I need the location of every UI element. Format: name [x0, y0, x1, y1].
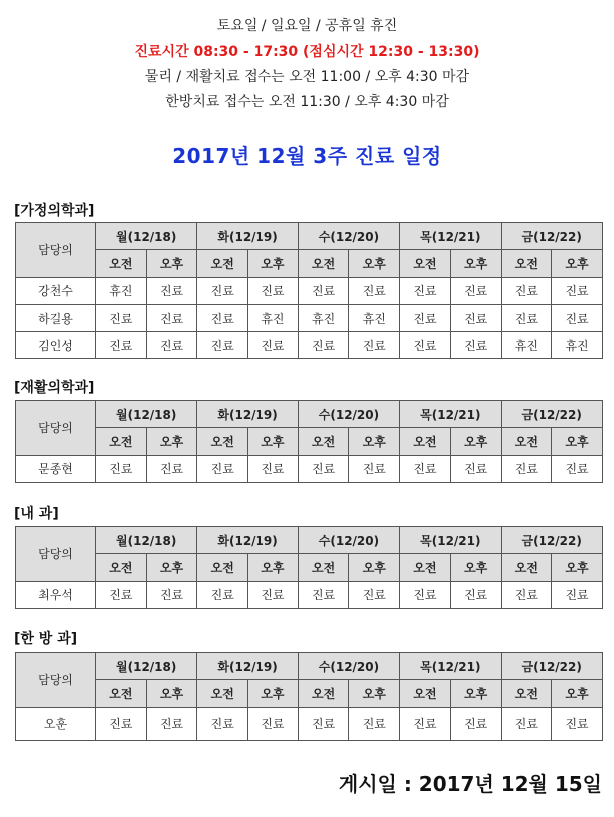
posted-date: 게시일 : 2017년 12월 15일 — [338, 772, 602, 796]
morning-header: 오전 — [197, 680, 248, 707]
schedule-title: 2017년 12월 3주 진료 일정 — [172, 144, 442, 168]
afternoon-header: 오후 — [349, 680, 400, 707]
schedule-cell: 휴진 — [248, 304, 299, 331]
schedule-cell: 진료 — [298, 277, 349, 304]
doctor-name: 김인성 — [16, 332, 96, 359]
morning-header: 오전 — [298, 554, 349, 581]
afternoon-header: 오후 — [349, 428, 400, 455]
day-column-header: 목(12/21) — [400, 527, 501, 554]
schedule-cell: 진료 — [552, 707, 603, 740]
schedule-cell: 진료 — [146, 332, 197, 359]
day-column-header: 월(12/18) — [96, 653, 197, 680]
department-label: [내 과] — [14, 506, 59, 522]
day-column-header: 금(12/22) — [501, 223, 602, 250]
schedule-cell: 진료 — [96, 455, 147, 482]
morning-header: 오전 — [298, 428, 349, 455]
schedule-cell: 진료 — [349, 277, 400, 304]
day-column-header: 목(12/21) — [400, 223, 501, 250]
schedule-cell: 진료 — [146, 707, 197, 740]
morning-header: 오전 — [197, 250, 248, 277]
schedule-table — [15, 526, 603, 609]
morning-header: 오전 — [501, 680, 552, 707]
schedule-cell: 휴진 — [349, 304, 400, 331]
afternoon-header: 오후 — [552, 428, 603, 455]
schedule-table — [15, 222, 603, 359]
schedule-cell: 진료 — [501, 581, 552, 608]
schedule-cell: 진료 — [298, 332, 349, 359]
morning-header: 오전 — [197, 554, 248, 581]
doctor-name: 최우석 — [16, 581, 96, 608]
schedule-cell: 진료 — [349, 707, 400, 740]
schedule-cell: 진료 — [552, 581, 603, 608]
afternoon-header: 오후 — [450, 428, 501, 455]
doctor-column-header: 담당의 — [16, 223, 96, 278]
schedule-cell: 진료 — [146, 581, 197, 608]
afternoon-header: 오후 — [450, 250, 501, 277]
schedule-cell: 진료 — [349, 455, 400, 482]
schedule-cell: 휴진 — [96, 277, 147, 304]
clinic-hours: 진료시간 08:30 - 17:30 (점심시간 12:30 - 13:30) — [134, 44, 480, 60]
schedule-cell: 진료 — [298, 707, 349, 740]
morning-header: 오전 — [400, 680, 451, 707]
day-column-header: 월(12/18) — [96, 401, 197, 428]
schedule-cell: 진료 — [552, 455, 603, 482]
schedule-cell: 진료 — [197, 707, 248, 740]
doctor-name: 문종현 — [16, 455, 96, 482]
afternoon-header: 오후 — [248, 680, 299, 707]
department-label: [한 방 과] — [14, 631, 78, 647]
morning-header: 오전 — [400, 428, 451, 455]
schedule-cell: 진료 — [501, 707, 552, 740]
schedule-cell: 진료 — [400, 581, 451, 608]
doctor-name: 오훈 — [16, 707, 96, 740]
schedule-cell: 진료 — [501, 304, 552, 331]
day-column-header: 월(12/18) — [96, 527, 197, 554]
afternoon-header: 오후 — [552, 554, 603, 581]
afternoon-header: 오후 — [248, 554, 299, 581]
schedule-cell: 진료 — [552, 304, 603, 331]
day-column-header: 화(12/19) — [197, 653, 298, 680]
schedule-table — [15, 652, 603, 741]
department-label: [재활의학과] — [14, 380, 95, 396]
afternoon-header: 오후 — [450, 680, 501, 707]
day-column-header: 수(12/20) — [298, 223, 399, 250]
rehab-reception-hours: 물리 / 재활치료 접수는 오전 11:00 / 오후 4:30 마감 — [144, 69, 470, 85]
morning-header: 오전 — [96, 680, 147, 707]
morning-header: 오전 — [501, 554, 552, 581]
day-column-header: 월(12/18) — [96, 223, 197, 250]
afternoon-header: 오후 — [146, 250, 197, 277]
schedule-cell: 진료 — [400, 304, 451, 331]
schedule-cell: 진료 — [248, 332, 299, 359]
schedule-cell: 진료 — [450, 581, 501, 608]
doctor-column-header: 담당의 — [16, 653, 96, 708]
schedule-cell: 진료 — [248, 707, 299, 740]
morning-header: 오전 — [96, 250, 147, 277]
schedule-cell: 진료 — [450, 304, 501, 331]
schedule-cell: 휴진 — [552, 332, 603, 359]
morning-header: 오전 — [400, 554, 451, 581]
schedule-cell: 진료 — [349, 332, 400, 359]
doctor-column-header: 담당의 — [16, 401, 96, 456]
schedule-cell: 진료 — [248, 455, 299, 482]
schedule-cell: 진료 — [146, 277, 197, 304]
schedule-cell: 진료 — [450, 707, 501, 740]
day-column-header: 화(12/19) — [197, 401, 298, 428]
schedule-cell: 진료 — [501, 455, 552, 482]
morning-header: 오전 — [298, 250, 349, 277]
afternoon-header: 오후 — [552, 250, 603, 277]
doctor-name: 하길용 — [16, 304, 96, 331]
day-column-header: 목(12/21) — [400, 653, 501, 680]
day-column-header: 수(12/20) — [298, 653, 399, 680]
schedule-cell: 진료 — [501, 277, 552, 304]
schedule-cell: 진료 — [248, 277, 299, 304]
afternoon-header: 오후 — [248, 250, 299, 277]
closed-days-notice: 토요일 / 일요일 / 공휴일 휴진 — [216, 18, 398, 34]
schedule-cell: 진료 — [248, 581, 299, 608]
schedule-cell: 진료 — [146, 455, 197, 482]
morning-header: 오전 — [96, 428, 147, 455]
afternoon-header: 오후 — [146, 554, 197, 581]
schedule-cell: 진료 — [349, 581, 400, 608]
schedule-cell: 진료 — [450, 332, 501, 359]
morning-header: 오전 — [501, 250, 552, 277]
morning-header: 오전 — [298, 680, 349, 707]
afternoon-header: 오후 — [552, 680, 603, 707]
day-column-header: 화(12/19) — [197, 223, 298, 250]
schedule-cell: 진료 — [197, 581, 248, 608]
doctor-column-header: 담당의 — [16, 527, 96, 582]
schedule-cell: 진료 — [96, 304, 147, 331]
schedule-cell: 진료 — [298, 581, 349, 608]
afternoon-header: 오후 — [248, 428, 299, 455]
morning-header: 오전 — [96, 554, 147, 581]
morning-header: 오전 — [501, 428, 552, 455]
schedule-cell: 진료 — [400, 332, 451, 359]
day-column-header: 수(12/20) — [298, 401, 399, 428]
afternoon-header: 오후 — [450, 554, 501, 581]
table-row — [16, 304, 603, 331]
table-row — [16, 581, 603, 608]
day-column-header: 금(12/22) — [501, 401, 602, 428]
morning-header: 오전 — [400, 250, 451, 277]
schedule-cell: 진료 — [96, 332, 147, 359]
schedule-cell: 진료 — [197, 277, 248, 304]
schedule-cell: 휴진 — [501, 332, 552, 359]
schedule-cell: 휴진 — [298, 304, 349, 331]
day-column-header: 목(12/21) — [400, 401, 501, 428]
schedule-cell: 진료 — [146, 304, 197, 331]
table-row — [16, 277, 603, 304]
schedule-cell: 진료 — [96, 707, 147, 740]
schedule-cell: 진료 — [298, 455, 349, 482]
department-label: [가정의학과] — [14, 203, 95, 219]
schedule-cell: 진료 — [552, 277, 603, 304]
schedule-table — [15, 400, 603, 483]
oriental-reception-hours: 한방치료 접수는 오전 11:30 / 오후 4:30 마감 — [165, 94, 449, 110]
table-row — [16, 332, 603, 359]
schedule-cell: 진료 — [400, 455, 451, 482]
schedule-cell: 진료 — [197, 332, 248, 359]
afternoon-header: 오후 — [146, 680, 197, 707]
schedule-cell: 진료 — [400, 707, 451, 740]
schedule-cell: 진료 — [400, 277, 451, 304]
doctor-name: 강천수 — [16, 277, 96, 304]
afternoon-header: 오후 — [146, 428, 197, 455]
afternoon-header: 오후 — [349, 554, 400, 581]
schedule-cell: 진료 — [197, 455, 248, 482]
table-row — [16, 455, 603, 482]
schedule-cell: 진료 — [96, 581, 147, 608]
morning-header: 오전 — [197, 428, 248, 455]
afternoon-header: 오후 — [349, 250, 400, 277]
day-column-header: 화(12/19) — [197, 527, 298, 554]
schedule-cell: 진료 — [450, 455, 501, 482]
day-column-header: 금(12/22) — [501, 653, 602, 680]
day-column-header: 금(12/22) — [501, 527, 602, 554]
schedule-cell: 진료 — [450, 277, 501, 304]
schedule-cell: 진료 — [197, 304, 248, 331]
day-column-header: 수(12/20) — [298, 527, 399, 554]
table-row — [16, 707, 603, 740]
